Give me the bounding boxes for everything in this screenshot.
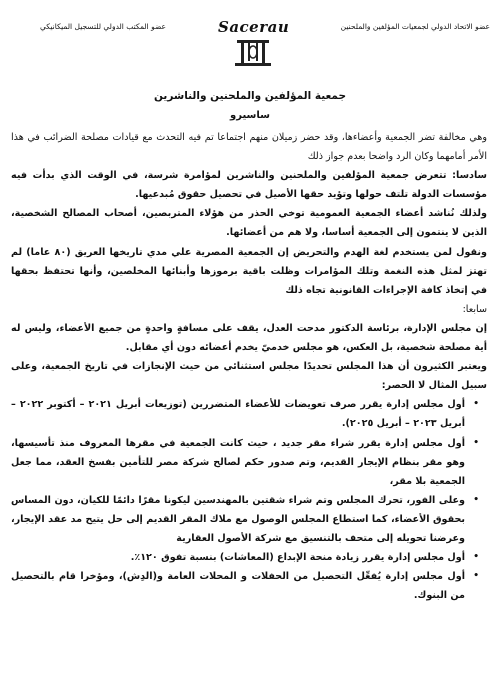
paragraph: وهي مخالفة تضر الجمعية وأعضاءها، وقد حضر زميلان منهم اجتماعا تم فيه التحدث مع قيادات مصلحة الضرائب في هذا الأمر أمامهما وكان الرد واضحا بعدم جواز ذلك (11, 132, 487, 163)
list-item: • أول مجلس إدارة يُفعِّل التحصيل من الحفلات و المحلات العامة و(الدِش)، ومؤخرا قام بالتحصيل من البنوك. (11, 567, 487, 605)
section-heading: سابعا: (462, 303, 487, 315)
page-subtitle: ساسيرو (230, 110, 270, 121)
logo-text: Sacerau (218, 18, 290, 36)
list-item: • وعلى الفور، تحرك المجلس وتم شراء شقتين بالمهندسين ليكونا مقرًا دائمًا للكيان، دون المساس بحقوق الأعضاء، كما استطاع المجلس الوصول مع ملاك المقر القديم إلى حل يتيح مد عقد الإيجار، وعرضنا تحويله إلى متحف بالتنسيق مع شركة الأصول العقارية (11, 491, 487, 548)
paragraph: ويعتبر الكثيرون أن هذا المجلس تحديدًا مجلس استثنائي من حيث الإنجازات في تاريخ الجمعية، وعلى سبيل المثال لا الحصر: (11, 361, 487, 392)
paragraph: إن مجلس الإدارة، برئاسة الدكتور مدحت العدل، يقف على مسافةٍ واحدةٍ من جميع الأعضاء، وليس له أية مصلحة شخصية، بل العكس، هو مجلس خدميّ يخدم أعضائه دون أي مقابل. (11, 322, 487, 354)
paragraph: ونقول لمن يستخدم لغة الهدم والتحريض إن الجمعية المصرية علي مدي تاريخها العريق (٨٠ عاما) لم تهتز لمثل هذه النغمة وتلك المؤامرات وظلت باقية برموزها وأبنائها المخلصين، وأنها تحتفظ بحقها في إتخاذ كافة الإجراءات القانونية تجاه ذلك (11, 246, 487, 296)
page-title: جمعية المؤلفين والملحنين والناشرين (153, 90, 347, 102)
document-body (11, 128, 487, 605)
paragraph: ولذلك نُناشد أعضاء الجمعية العمومية توخي الحذر من هؤلاء المتربصين، أصحاب المصالح الشخصية، الذين لا ينتمون إلى الجمعية أساسا، ولا هم من أعضائها. (11, 208, 487, 239)
list-item: • أول مجلس إدارة يقرر صرف تعويضات للأعضاء المتضررين (توزيعات أبريل ٢٠٢١ – أكتوبر ٢٠٢٢ – أبريل ٢٠٢٣ – أبريل ٢٠٢٥). (11, 395, 487, 433)
list-item: • أول مجلس إدارة يقرر زيادة منحة الإبداع (المعاشات) بنسبة تفوق ١٢٠٪. (11, 548, 487, 567)
paragraph: سادسا: تتعرض جمعية المؤلفين والملحنين والناشرين لمؤامرة شرسة، في الوقت الذي بدأت فيه مؤسسات الدولة تلتف حولها وتؤيد حقها الأصيل في تحصيل حقوق مُبدعيها. (11, 170, 487, 201)
letterhead (0, 8, 500, 78)
letterhead-right-text: عضو الاتحاد الدولي لجمعيات المؤلفين والملحنين (340, 22, 490, 31)
sacerau-logo (218, 18, 288, 72)
list-item: • أول مجلس إدارة يقرر شراء مقر جديد ، حيث كانت الجمعية في مقرها المعروف منذ تأسيسها، وهو مقر بنظام الإيجار القديم، وتم صدور حكم لصالح شركة مصر للتأمين بفسخ العقد، مما جعل الجمعية بلا مقر، (11, 434, 487, 491)
logo-emblem-icon (233, 38, 273, 68)
letterhead-left-text: عضو المكتب الدولي للتسجيل الميكانيكي (40, 22, 166, 31)
